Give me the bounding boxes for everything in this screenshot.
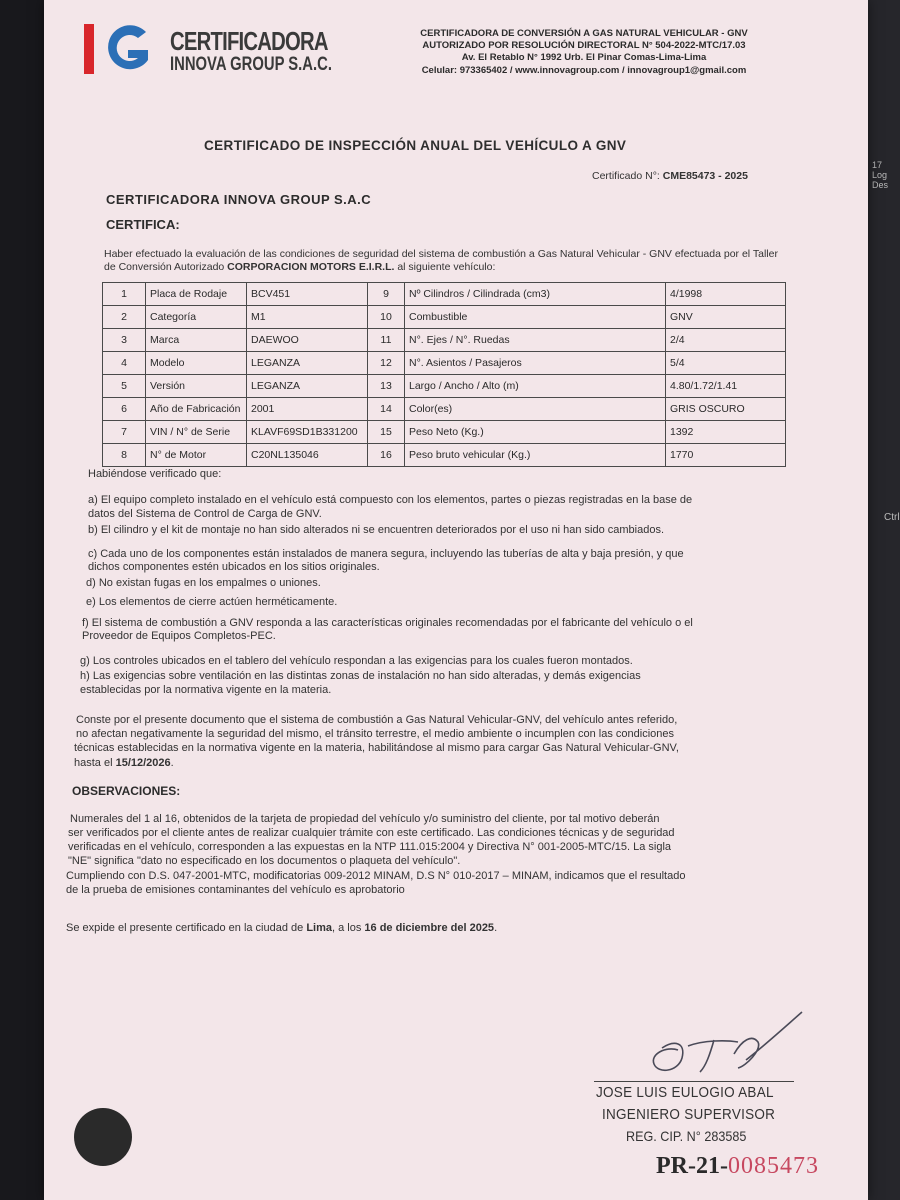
row-number: 7 (103, 421, 146, 444)
row-number: 13 (368, 375, 405, 398)
header-line-2: AUTORIZADO POR RESOLUCIÓN DIRECTORAL N° 504-2022-MTC/17.03 (422, 40, 746, 51)
field-label: Peso Neto (Kg.) (405, 421, 666, 444)
field-label: Placa de Rodaje (146, 283, 247, 306)
item-d: d) No existan fugas en los empalmes o uniones. (86, 577, 321, 589)
item-a-line1: a) El equipo completo instalado en el vehículo está compuesto con los elementos, partes o piezas registradas en la base de (88, 494, 693, 506)
observaciones-heading: OBSERVACIONES: (72, 784, 181, 798)
field-label: Color(es) (405, 398, 666, 421)
background-left (0, 0, 48, 1200)
item-a-line2: datos del Sistema de Control de Carga de GNV. (88, 508, 322, 520)
table-row (103, 329, 786, 352)
item-f-line2: Proveedor de Equipos Completos-PEC. (82, 630, 276, 642)
table-row (103, 421, 786, 444)
issued-part1: Se expide el presente certificado en la ciudad de (66, 922, 307, 934)
field-value: KLAVF69SD1B331200 (247, 421, 368, 444)
signer-role: INGENIERO SUPERVISOR (602, 1106, 776, 1123)
row-number: 12 (368, 352, 405, 375)
side-text-c: Ctrl (884, 512, 900, 523)
header-line-3: Av. El Retablo N° 1992 Urb. El Pinar Comas-Lima-Lima (461, 52, 707, 63)
field-label: Modelo (146, 352, 247, 375)
row-number: 2 (103, 306, 146, 329)
field-value: GRIS OSCURO (666, 398, 786, 421)
row-number: 9 (368, 283, 405, 306)
row-number: 4 (103, 352, 146, 375)
obs-line1: Numerales del 1 al 16, obtenidos de la tarjeta de propiedad del vehículo y/o suministro del cliente, por tal motivo deberán (70, 813, 660, 825)
field-label: Categoría (146, 306, 247, 329)
field-value: DAEWOO (247, 329, 368, 352)
certificate-number (592, 170, 748, 182)
innova-logo-icon (84, 20, 164, 78)
field-value: 1770 (666, 444, 786, 467)
row-number: 1 (103, 283, 146, 306)
vehicle-table (102, 282, 786, 467)
item-e: e) Los elementos de cierre actúen herméticamente. (86, 596, 338, 608)
serial-prefix: PR-21- (656, 1153, 728, 1179)
field-value: LEGANZA (247, 375, 368, 398)
field-value: 4.80/1.72/1.41 (666, 375, 786, 398)
row-number: 14 (368, 398, 405, 421)
row-number: 11 (368, 329, 405, 352)
handwritten-signature (634, 1010, 814, 1090)
issued-city: Lima (306, 922, 333, 934)
obs-line3: verificadas en el vehículo, corresponden a las expuestas en la NTP 111.015:2004 y Directiva N° 001-2005-MTC/15. La sigla (68, 841, 672, 853)
conste-line3: técnicas establecidas en la normativa vigente en la materia, habilitándose al mismo para cargar Gas Natural Vehicular-GNV, (74, 742, 679, 754)
field-value: M1 (247, 306, 368, 329)
signature-line (594, 1081, 794, 1082)
field-value: LEGANZA (247, 352, 368, 375)
camera-dot (74, 1108, 132, 1166)
row-number: 10 (368, 306, 405, 329)
table-row (103, 375, 786, 398)
certifica-heading: CERTIFICA: (106, 217, 180, 232)
item-c-line2: dichos componentes estén ubicados en los sitios originales. (88, 561, 380, 573)
field-label: Versión (146, 375, 247, 398)
side-text-a: 17 (872, 160, 883, 170)
document-title: CERTIFICADO DE INSPECCIÓN ANUAL DEL VEHÍCULO A GNV (204, 138, 627, 153)
conste-hasta: hasta el (74, 757, 116, 769)
field-label: Nº Cilindros / Cilindrada (cm3) (405, 283, 666, 306)
logo-subtitle: INNOVA GROUP S.A.C. (170, 54, 332, 75)
intro-part2: al siguiente vehículo: (394, 261, 496, 273)
row-number: 5 (103, 375, 146, 398)
side-text-b: Log Des (872, 170, 889, 190)
obs-line6: de la prueba de emisiones contaminantes del vehículo es aprobatorio (66, 884, 405, 896)
header-line-4: Celular: 973365402 / www.innovagroup.com / innovagroup1@gmail.com (421, 65, 747, 76)
conste-end: . (170, 757, 174, 769)
field-label: N°. Ejes / N°. Ruedas (405, 329, 666, 352)
table-row (103, 398, 786, 421)
table-row (103, 444, 786, 467)
company-name: CERTIFICADORA INNOVA GROUP S.A.C (106, 192, 372, 207)
intro-part1: Haber efectuado la evaluación de las condiciones de seguridad del sistema de combustión a Gas Natural Vehicular - GNV efectuada por el Taller de Conversión Autorizado (104, 248, 778, 273)
field-value: 4/1998 (666, 283, 786, 306)
field-value: 5/4 (666, 352, 786, 375)
conste-line1: Conste por el presente documento que el sistema de combustión a Gas Natural Vehicular-GNV, del vehículo antes referido, (76, 714, 678, 726)
taller-name: CORPORACION MOTORS E.I.R.L. (227, 261, 395, 273)
field-value: BCV451 (247, 283, 368, 306)
issued-statement (66, 922, 497, 936)
issued-end: . (494, 922, 498, 934)
table-row (103, 283, 786, 306)
field-value: 1392 (666, 421, 786, 444)
field-value: 2/4 (666, 329, 786, 352)
obs-line5: Cumpliendo con D.S. 047-2001-MTC, modificatorias 009-2012 MINAM, D.S N° 010-2017 – MINAM, indicamos que el resultado (66, 870, 686, 882)
certificate-sheet (44, 0, 868, 1200)
field-value: C20NL135046 (247, 444, 368, 467)
row-number: 6 (103, 398, 146, 421)
field-label: N° de Motor (146, 444, 247, 467)
item-b: b) El cilindro y el kit de montaje no han sido alterados ni se encuentren deteriorados por el uso ni han sido cambiados. (88, 524, 665, 536)
item-h-line2: establecidas por la normativa vigente en la materia. (80, 684, 332, 696)
obs-line2: ser verificados por el cliente antes de realizar cualquier trámite con este certificado. Las condiciones técnicas y de seguridad (68, 827, 675, 839)
item-c-line1: c) Cada uno de los componentes están instalados de manera segura, incluyendo las tuberías de alta y baja presión, y que (88, 548, 684, 560)
table-row (103, 306, 786, 329)
intro-paragraph (104, 248, 784, 274)
item-g: g) Los controles ubicados en el tablero del vehículo respondan a las exigencias para los cuales fueron montados. (80, 655, 633, 667)
serial-digits: 0085473 (727, 1153, 819, 1179)
field-label: Año de Fabricación (146, 398, 247, 421)
obs-line4: "NE" significa "dato no especificado en los documentos o plaqueta del vehículo". (68, 855, 461, 867)
field-label: VIN / N° de Serie (146, 421, 247, 444)
certificate-number-label: Certificado N°: (592, 170, 660, 182)
conste-line2: no afectan negativamente la seguridad del mismo, el tránsito terrestre, el medio ambiente o incumplen con las condiciones (76, 728, 674, 740)
certificate-number-value: CME85473 - 2025 (662, 170, 748, 182)
serial-number (656, 1153, 819, 1180)
field-label: Combustible (405, 306, 666, 329)
row-number: 8 (103, 444, 146, 467)
field-label: Peso bruto vehicular (Kg.) (405, 444, 666, 467)
signer-registration: REG. CIP. N° 283585 (626, 1128, 747, 1144)
valid-until-date: 15/12/2026 (115, 757, 171, 769)
verified-intro: Habiéndose verificado que: (88, 468, 222, 480)
field-label: N°. Asientos / Pasajeros (405, 352, 666, 375)
field-label: Largo / Ancho / Alto (m) (405, 375, 666, 398)
field-label: Marca (146, 329, 247, 352)
issued-date: 16 de diciembre del 2025 (364, 922, 495, 934)
item-f-line1: f) El sistema de combustión a GNV responda a las características originales recomendadas por el fabricante del vehículo o el (82, 617, 693, 629)
field-value: 2001 (247, 398, 368, 421)
row-number: 15 (368, 421, 405, 444)
signer-name: JOSE LUIS EULOGIO ABAL (596, 1084, 774, 1101)
header-line-1: CERTIFICADORA DE CONVERSIÓN A GAS NATURAL VEHICULAR - GNV (420, 28, 748, 39)
table-row (103, 352, 786, 375)
row-number: 3 (103, 329, 146, 352)
row-number: 16 (368, 444, 405, 467)
field-value: GNV (666, 306, 786, 329)
logo-title: CERTIFICADORA (170, 26, 328, 56)
issued-part2: , a los (332, 922, 365, 934)
item-h-line1: h) Las exigencias sobre ventilación en las distintas zonas de instalación no han sido alteradas, y demás exigencias (80, 670, 641, 682)
conste-line4 (74, 757, 174, 771)
